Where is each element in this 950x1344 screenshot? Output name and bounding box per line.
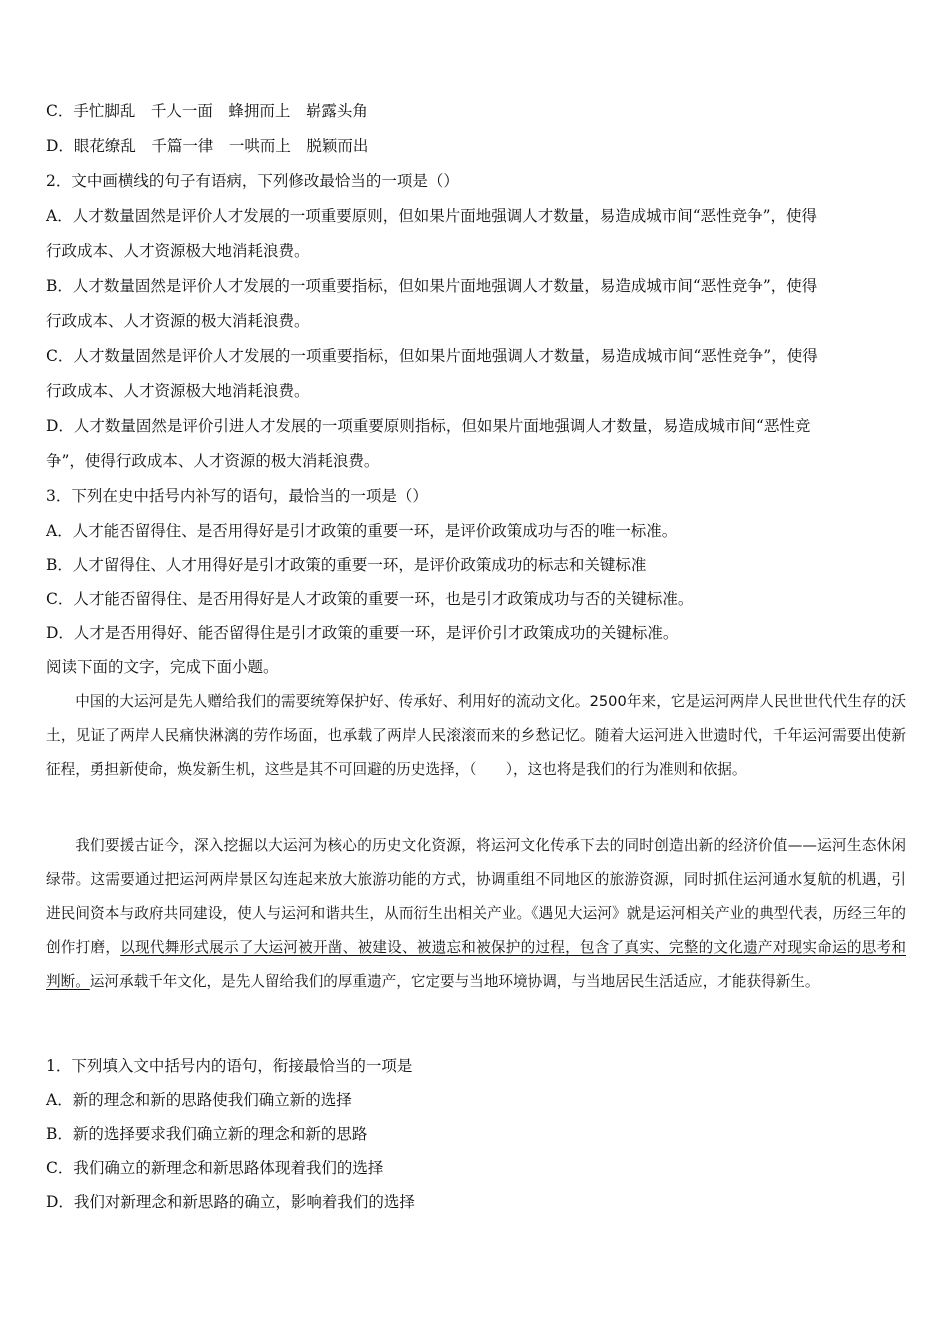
q2-option-b-line-2: 行政成本、人才资源的极大消耗浪费。: [46, 312, 310, 330]
q3-option-b: B．人才留得住、人才用得好是引才政策的重要一环，是评价政策成功的标志和关键标准: [46, 556, 647, 574]
option-c: C．手忙脚乱 千人一面 蜂拥而上 崭露头角: [46, 102, 368, 120]
q2-option-a-line-2: 行政成本、人才资源极大地消耗浪费。: [46, 242, 310, 260]
q2-option-a-line-1: A．人才数量固然是评价人才发展的一项重要原则，但如果片面地强调人才数量，易造成城市间“恶性竞争”，使得: [46, 207, 818, 225]
question-2-stem: 2．文中画横线的句子有语病，下列修改最恰当的一项是（）: [46, 172, 459, 190]
q2-option-d-line-2: 争”，使得行政成本、人才资源的极大消耗浪费。: [46, 452, 380, 470]
passage-paragraph-2: [46, 829, 906, 999]
q2-option-c-line-1: C．人才数量固然是评价人才发展的一项重要指标，但如果片面地强调人才数量，易造成城市间“恶性竞争”，使得: [46, 347, 818, 365]
reading-intro: 阅读下面的文字，完成下面小题。: [46, 658, 279, 676]
q3-option-c: C．人才能否留得住、是否用得好是人才政策的重要一环，也是引才政策成功与否的关键标准。: [46, 590, 694, 608]
underlined-sentence: 以现代舞形式展示了大运河被开凿、被建设、被遗忘和被保护的过程，包含了真实、完整的文化遗产对现实命运的思考和判断。: [46, 939, 906, 990]
answer-option-a: A．新的理念和新的思路使我们确立新的选择: [46, 1091, 352, 1109]
q2-option-d-line-1: D．人才数量固然是评价引进人才发展的一项重要原则指标，但如果片面地强调人才数量，易造成城市间“恶性竞: [46, 417, 811, 435]
passage-paragraph-1: 中国的大运河是先人赠给我们的需要统筹保护好、传承好、利用好的流动文化。2500年来，它是运河两岸人民世世代代生存的沃土，见证了两岸人民痛快淋漓的劳作场面，也承载了两岸人民滚滚而来的乡愁记忆。随着大运河进入世遗时代，千年运河需要出使新征程，勇担新使命，焕发新生机，这些是其不可回避的历史选择，（ ），这也将是我们的行为准则和依据。: [46, 693, 906, 778]
q3-option-a: A．人才能否留得住、是否用得好是引才政策的重要一环，是评价政策成功与否的唯一标准。: [46, 522, 678, 540]
q2-option-c-line-2: 行政成本、人才资源极大地消耗浪费。: [46, 382, 310, 400]
question-3-stem: 3．下列在史中括号内补写的语句，最恰当的一项是（）: [46, 487, 428, 505]
paragraph-2-text: 我们要援古证今，深入挖掘以大运河为核心的历史文化资源，将运河文化传承下去的同时创造出新的经济价值——运河生态休闲绿带。这需要通过把运河两岸景区勾连起来放大旅游功能的方式，协调重组不同地区的旅游资源，同时抓住运河通水复航的机遇，引进民间资本与政府共同建设，使人与运河和谐共生，从而衍生出相关产业。《遇见大运河》就是运河相关产业的典型代表，历经三年的创作打磨，: [46, 837, 906, 956]
q2-option-b-line-1: B．人才数量固然是评价人才发展的一项重要指标，但如果片面地强调人才数量，易造成城市间“恶性竞争”，使得: [46, 277, 818, 295]
answer-option-c: C．我们确立的新理念和新思路体现着我们的选择: [46, 1159, 384, 1177]
q3-option-d: D．人才是否用得好、能否留得住是引才政策的重要一环，是评价引才政策成功的关键标准。: [46, 624, 679, 642]
paragraph-2-ending: 运河承载千年文化，是先人留给我们的厚重遗产，它定要与当地环境协调，与当地居民生活适应，才能获得新生。: [89, 973, 820, 990]
option-d: D．眼花缭乱 千篇一律 一哄而上 脱颖而出: [46, 137, 369, 155]
answer-option-d: D．我们对新理念和新思路的确立，影响着我们的选择: [46, 1193, 415, 1211]
answer-option-b: B．新的选择要求我们确立新的理念和新的思路: [46, 1125, 368, 1143]
question-stem: 1．下列填入文中括号内的语句，衔接最恰当的一项是: [46, 1057, 413, 1075]
